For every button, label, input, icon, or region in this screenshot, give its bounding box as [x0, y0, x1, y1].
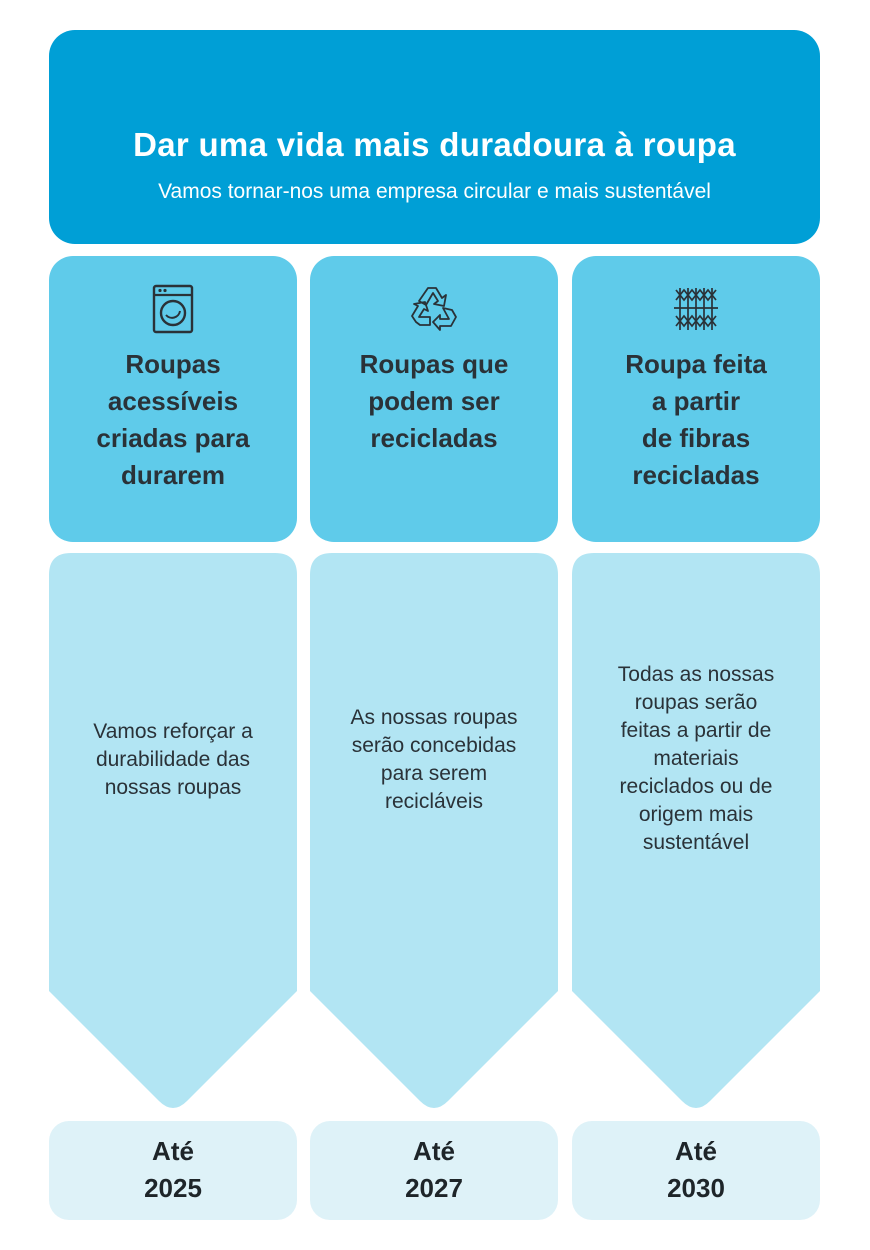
- until-label: Até: [413, 1136, 455, 1166]
- deadline-year: 2027: [405, 1173, 463, 1203]
- deadline-box-2030: [572, 1121, 820, 1220]
- description-line: origem mais: [638, 803, 754, 826]
- description-line: durabilidade das: [95, 748, 251, 771]
- heading-line: criadas para: [96, 423, 250, 453]
- description-line: feitas a partir de: [620, 719, 772, 742]
- goal-arrow-durability: [49, 553, 297, 1111]
- card-heading: [328, 346, 540, 457]
- description-line: sustentável: [642, 831, 750, 854]
- washing-machine-icon: [145, 280, 201, 336]
- deadline-box-2027: [310, 1121, 558, 1220]
- description-line: serão concebidas: [351, 734, 517, 757]
- deadline-year: 2030: [667, 1173, 725, 1203]
- goal-arrow-recyclable: [310, 553, 558, 1111]
- description-line: nossas roupas: [104, 776, 242, 799]
- heading-line: recicladas: [370, 423, 498, 453]
- description-line: Todas as nossas: [617, 663, 775, 686]
- goal-arrow-recycled-fibers: [572, 553, 820, 1111]
- deadline-year: 2025: [144, 1173, 202, 1203]
- recycle-icon: [406, 280, 462, 336]
- heading-line: Roupas: [125, 349, 221, 379]
- goal-description: [332, 704, 536, 816]
- description-line: reciclados ou de: [619, 775, 773, 798]
- goal-description: [71, 718, 275, 802]
- heading-line: de fibras: [641, 423, 751, 453]
- heading-line: a partir: [651, 386, 741, 416]
- heading-line: acessíveis: [107, 386, 239, 416]
- until-label: Até: [152, 1136, 194, 1166]
- description-line: Vamos reforçar a: [93, 720, 253, 743]
- heading-line: Roupa feita: [625, 349, 767, 379]
- goal-card-recyclable: [310, 256, 558, 542]
- goal-card-recycled-fibers: [572, 256, 820, 542]
- description-line: roupas serão: [634, 691, 758, 714]
- card-heading: [590, 346, 802, 494]
- description-line: As nossas roupas: [350, 706, 518, 729]
- page-title: Dar uma vida mais duradoura à roupa: [133, 126, 736, 163]
- fibers-icon: [668, 280, 724, 336]
- description-line: para serem: [380, 762, 488, 785]
- header-banner: [49, 30, 820, 244]
- heading-line: podem ser: [368, 386, 500, 416]
- card-heading: [67, 346, 279, 494]
- heading-line: durarem: [120, 460, 226, 490]
- goal-card-durability: [49, 256, 297, 542]
- page-subtitle: Vamos tornar-nos uma empresa circular e mais sustentável: [158, 180, 711, 203]
- heading-line: Roupas que: [359, 349, 509, 379]
- heading-line: recicladas: [632, 460, 760, 490]
- until-label: Até: [675, 1136, 717, 1166]
- description-line: recicláveis: [384, 790, 484, 813]
- goal-description: [594, 661, 798, 857]
- deadline-box-2025: [49, 1121, 297, 1220]
- description-line: materiais: [653, 747, 739, 770]
